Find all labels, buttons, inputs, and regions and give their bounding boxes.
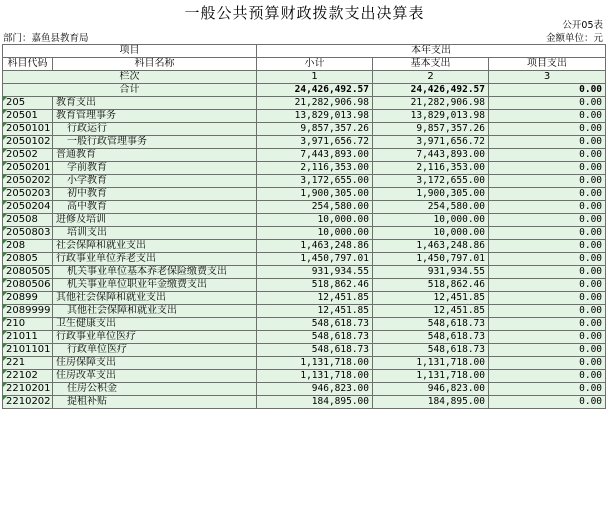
table-row <box>3 344 606 357</box>
subject-code-cell: 20805 <box>3 253 53 266</box>
subject-name-cell: 住房改革支出 <box>53 370 257 383</box>
subject-name-cell: 小学教育 <box>53 175 257 188</box>
basic-cell: 10,000.00 <box>373 214 489 227</box>
subject-code-cell: 21011 <box>3 331 53 344</box>
subject-code-cell: 2050803 <box>3 227 53 240</box>
subtotal-cell: 12,451.85 <box>257 305 373 318</box>
subject-code-cell: 210 <box>3 318 53 331</box>
subtotal-cell: 10,000.00 <box>257 214 373 227</box>
subject-code-cell: 20508 <box>3 214 53 227</box>
project-cell: 0.00 <box>489 396 606 409</box>
subject-code-cell: 2089999 <box>3 305 53 318</box>
unit-label: 金额单位：元 <box>545 33 603 44</box>
basic-cell: 7,443,893.00 <box>373 149 489 162</box>
table-row <box>3 279 606 292</box>
subject-code-cell: 2080506 <box>3 279 53 292</box>
basic-cell: 2,116,353.00 <box>373 162 489 175</box>
basic-cell: 1,450,797.01 <box>373 253 489 266</box>
project-cell: 0.00 <box>489 240 606 253</box>
basic-cell: 1,900,305.00 <box>373 188 489 201</box>
total-row <box>3 84 606 97</box>
subject-name-cell: 行政单位医疗 <box>53 344 257 357</box>
project-cell: 0.00 <box>489 383 606 396</box>
table-row <box>3 357 606 370</box>
subject-code-cell: 2210202 <box>3 396 53 409</box>
project-cell: 0.00 <box>489 110 606 123</box>
subject-code-cell: 2050204 <box>3 201 53 214</box>
basic-cell: 13,829,013.98 <box>373 110 489 123</box>
subject-name-cell: 行政事业单位医疗 <box>53 331 257 344</box>
subtotal-cell: 931,934.55 <box>257 266 373 279</box>
project-cell: 0.00 <box>489 149 606 162</box>
table-row <box>3 110 606 123</box>
basic-cell: 1,131,718.00 <box>373 370 489 383</box>
department-label: 部门：嘉鱼县教育局 <box>3 33 89 44</box>
subtotal-cell: 3,172,655.00 <box>257 175 373 188</box>
project-cell: 0.00 <box>489 201 606 214</box>
subject-name-cell: 一般行政管理事务 <box>53 136 257 149</box>
subtotal-cell: 21,282,906.98 <box>257 97 373 110</box>
basic-cell: 518,862.46 <box>373 279 489 292</box>
subtotal-cell: 1,131,718.00 <box>257 357 373 370</box>
report-title: 一般公共预算财政拨款支出决算表 <box>184 4 425 22</box>
table-row <box>3 175 606 188</box>
basic-cell: 12,451.85 <box>373 292 489 305</box>
subtotal-cell: 184,895.00 <box>257 396 373 409</box>
subject-code-cell: 2080505 <box>3 266 53 279</box>
table-row <box>3 318 606 331</box>
project-cell: 0.00 <box>489 318 606 331</box>
subject-code-cell: 2050102 <box>3 136 53 149</box>
project-cell: 0.00 <box>489 253 606 266</box>
total-subtotal: 24,426,492.57 <box>257 84 373 97</box>
table-row <box>3 214 606 227</box>
table-row <box>3 253 606 266</box>
subject-name-cell: 机关事业单位职业年金缴费支出 <box>53 279 257 292</box>
header-project-expense: 项目支出 <box>489 58 606 71</box>
subtotal-cell: 548,618.73 <box>257 318 373 331</box>
subtotal-cell: 13,829,013.98 <box>257 110 373 123</box>
subject-name-cell: 教育管理事务 <box>53 110 257 123</box>
subtotal-cell: 1,131,718.00 <box>257 370 373 383</box>
project-cell: 0.00 <box>489 266 606 279</box>
table-row <box>3 188 606 201</box>
subtotal-cell: 2,116,353.00 <box>257 162 373 175</box>
subject-code-cell: 2050203 <box>3 188 53 201</box>
subtotal-cell: 548,618.73 <box>257 331 373 344</box>
header-subject-name: 科目名称 <box>53 58 257 71</box>
table-row <box>3 201 606 214</box>
subject-name-cell: 提租补贴 <box>53 396 257 409</box>
subject-code-cell: 22102 <box>3 370 53 383</box>
subtotal-cell: 9,857,357.26 <box>257 123 373 136</box>
subject-name-cell: 其他社会保障和就业支出 <box>53 305 257 318</box>
header-subject-code: 科目代码 <box>3 58 53 71</box>
basic-cell: 12,451.85 <box>373 305 489 318</box>
project-cell: 0.00 <box>489 136 606 149</box>
project-cell: 0.00 <box>489 123 606 136</box>
basic-cell: 548,618.73 <box>373 318 489 331</box>
subject-code-cell: 20501 <box>3 110 53 123</box>
subject-name-cell: 普通教育 <box>53 149 257 162</box>
column-order-label: 栏次 <box>3 71 257 84</box>
table-row <box>3 149 606 162</box>
column-order-1: 1 <box>257 71 373 84</box>
project-cell: 0.00 <box>489 227 606 240</box>
subject-code-cell: 2050101 <box>3 123 53 136</box>
project-cell: 0.00 <box>489 331 606 344</box>
total-basic: 24,426,492.57 <box>373 84 489 97</box>
subject-code-cell: 2101101 <box>3 344 53 357</box>
subject-name-cell: 培训支出 <box>53 227 257 240</box>
project-cell: 0.00 <box>489 97 606 110</box>
table-row <box>3 136 606 149</box>
subject-name-cell: 学前教育 <box>53 162 257 175</box>
project-cell: 0.00 <box>489 188 606 201</box>
subject-name-cell: 进修及培训 <box>53 214 257 227</box>
table-row <box>3 123 606 136</box>
subject-name-cell: 行政运行 <box>53 123 257 136</box>
subtotal-cell: 254,580.00 <box>257 201 373 214</box>
project-cell: 0.00 <box>489 344 606 357</box>
project-cell: 0.00 <box>489 162 606 175</box>
header-current-year: 本年支出 <box>257 45 606 58</box>
table-row <box>3 305 606 318</box>
header-basic: 基本支出 <box>373 58 489 71</box>
subtotal-cell: 1,463,248.86 <box>257 240 373 253</box>
subject-name-cell: 住房公积金 <box>53 383 257 396</box>
table-row <box>3 162 606 175</box>
column-order-2: 2 <box>373 71 489 84</box>
subject-code-cell: 208 <box>3 240 53 253</box>
project-cell: 0.00 <box>489 279 606 292</box>
project-cell: 0.00 <box>489 175 606 188</box>
subject-name-cell: 其他社会保障和就业支出 <box>53 292 257 305</box>
subtotal-cell: 518,862.46 <box>257 279 373 292</box>
subject-name-cell: 教育支出 <box>53 97 257 110</box>
subject-name-cell: 初中教育 <box>53 188 257 201</box>
subject-code-cell: 205 <box>3 97 53 110</box>
basic-cell: 1,131,718.00 <box>373 357 489 370</box>
subtotal-cell: 1,450,797.01 <box>257 253 373 266</box>
table-row <box>3 331 606 344</box>
subtotal-cell: 1,900,305.00 <box>257 188 373 201</box>
table-row <box>3 266 606 279</box>
basic-cell: 3,172,655.00 <box>373 175 489 188</box>
project-cell: 0.00 <box>489 214 606 227</box>
project-cell: 0.00 <box>489 370 606 383</box>
basic-cell: 21,282,906.98 <box>373 97 489 110</box>
basic-cell: 254,580.00 <box>373 201 489 214</box>
basic-cell: 548,618.73 <box>373 331 489 344</box>
table-row <box>3 292 606 305</box>
header-subtotal: 小计 <box>257 58 373 71</box>
subject-code-cell: 20899 <box>3 292 53 305</box>
project-cell: 0.00 <box>489 305 606 318</box>
total-project: 0.00 <box>489 84 606 97</box>
project-cell: 0.00 <box>489 357 606 370</box>
table-row <box>3 240 606 253</box>
subtotal-cell: 7,443,893.00 <box>257 149 373 162</box>
basic-cell: 3,971,656.72 <box>373 136 489 149</box>
table-row <box>3 227 606 240</box>
subject-code-cell: 20502 <box>3 149 53 162</box>
subject-name-cell: 卫生健康支出 <box>53 318 257 331</box>
table-row <box>3 396 606 409</box>
table-row <box>3 97 606 110</box>
basic-cell: 548,618.73 <box>373 344 489 357</box>
total-label: 合计 <box>3 84 257 97</box>
subject-name-cell: 住房保障支出 <box>53 357 257 370</box>
basic-cell: 946,823.00 <box>373 383 489 396</box>
subject-code-cell: 221 <box>3 357 53 370</box>
form-code: 公开05表 <box>562 20 603 31</box>
subject-code-cell: 2210201 <box>3 383 53 396</box>
header-project: 项目 <box>3 45 257 58</box>
basic-cell: 184,895.00 <box>373 396 489 409</box>
project-cell: 0.00 <box>489 292 606 305</box>
subject-name-cell: 高中教育 <box>53 201 257 214</box>
subtotal-cell: 12,451.85 <box>257 292 373 305</box>
subject-code-cell: 2050202 <box>3 175 53 188</box>
subject-code-cell: 2050201 <box>3 162 53 175</box>
subtotal-cell: 10,000.00 <box>257 227 373 240</box>
subtotal-cell: 3,971,656.72 <box>257 136 373 149</box>
column-order-3: 3 <box>489 71 606 84</box>
table-row <box>3 370 606 383</box>
basic-cell: 931,934.55 <box>373 266 489 279</box>
basic-cell: 10,000.00 <box>373 227 489 240</box>
subtotal-cell: 946,823.00 <box>257 383 373 396</box>
subject-name-cell: 机关事业单位基本养老保险缴费支出 <box>53 266 257 279</box>
subtotal-cell: 548,618.73 <box>257 344 373 357</box>
subject-name-cell: 社会保障和就业支出 <box>53 240 257 253</box>
table-row <box>3 383 606 396</box>
basic-cell: 9,857,357.26 <box>373 123 489 136</box>
expenditure-table <box>2 44 606 409</box>
basic-cell: 1,463,248.86 <box>373 240 489 253</box>
subject-name-cell: 行政事业单位养老支出 <box>53 253 257 266</box>
